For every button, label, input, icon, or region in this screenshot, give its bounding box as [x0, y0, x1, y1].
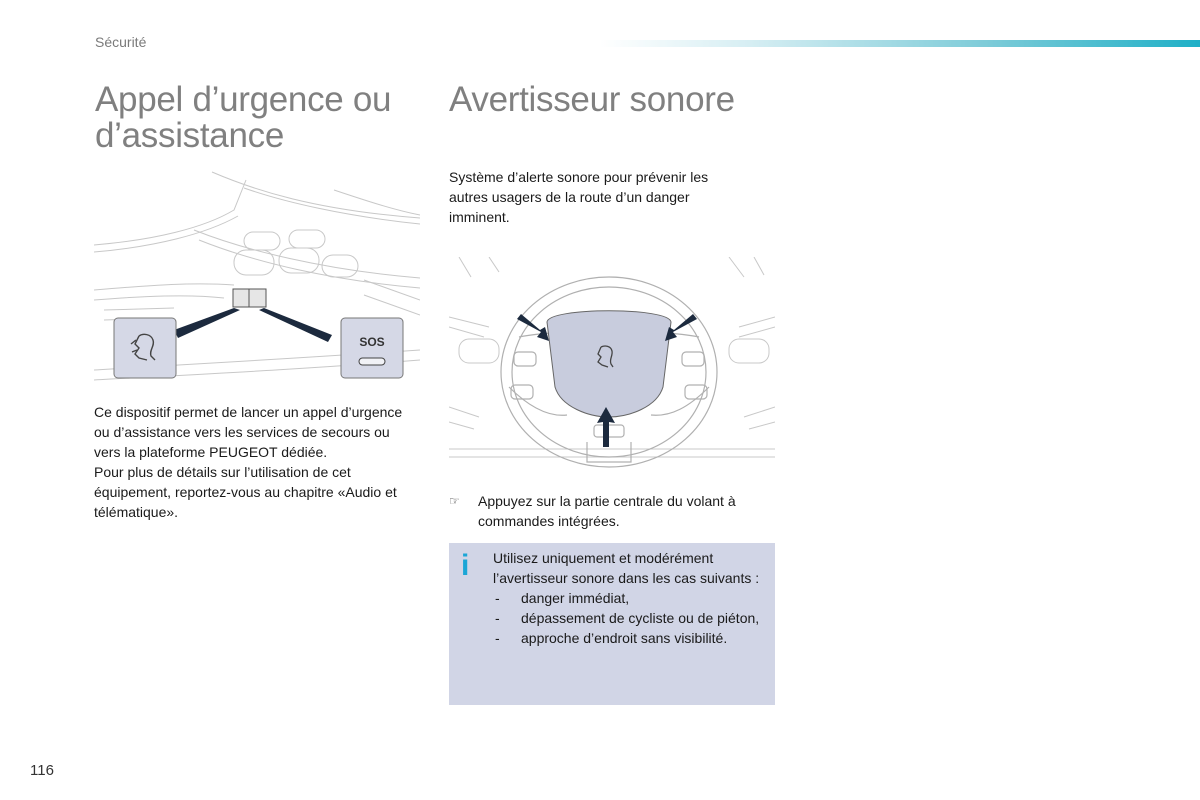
- left-description: [94, 402, 414, 522]
- steering-wheel-illustration: [449, 257, 775, 472]
- left-title: [95, 82, 435, 154]
- left-paragraph-1: Ce dispositif permet de lancer un appel d’urgence ou d’assistance vers les services de secours ou vers la plateforme PEUGEOT dédiée.: [94, 404, 403, 460]
- list-item: - approche d’endroit sans visibilité.: [493, 628, 763, 648]
- left-title-line2: d’assistance: [95, 116, 285, 155]
- list-item: - danger immédiat,: [493, 588, 763, 608]
- info-text: [493, 548, 763, 648]
- left-title-line1: Appel d’urgence ou: [95, 80, 392, 119]
- sos-console-illustration: [94, 170, 420, 385]
- horn-instruction: [449, 491, 769, 531]
- info-list: [493, 588, 763, 648]
- header-accent-bar: [600, 40, 1200, 47]
- instruction-text: Appuyez sur la partie centrale du volant à commandes intégrées.: [478, 493, 736, 529]
- list-item: - dépassement de cycliste ou de piéton,: [493, 608, 763, 628]
- sos-button-label: SOS: [359, 335, 385, 349]
- right-title: Avertisseur sonore: [449, 80, 735, 119]
- info-icon: i: [461, 549, 470, 582]
- page-number: 116: [30, 762, 54, 779]
- info-box: [449, 543, 775, 705]
- info-intro: Utilisez uniquement et modérément l’avertisseur sonore dans les cas suivants :: [493, 550, 760, 586]
- horn-intro: Système d’alerte sonore pour prévenir les autres usagers de la route d’un danger imminent.: [449, 169, 709, 225]
- section-label: Sécurité: [95, 34, 147, 50]
- hand-pointer-icon: ☞: [449, 494, 460, 508]
- left-paragraph-2: Pour plus de détails sur l’utilisation de cet équipement, reportez-vous au chapitre «Audio et télématique».: [94, 464, 397, 520]
